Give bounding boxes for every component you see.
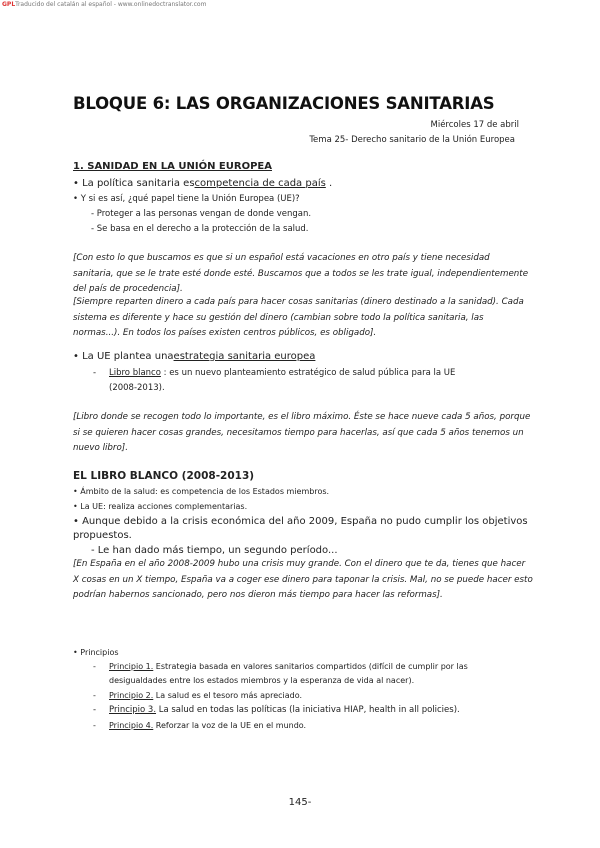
principio-1-cont: desigualdades entre los estados miembros y la esperanza de vida al nacer). [109,676,415,685]
bullet-ambito: • Ámbito de la salud: es competencia de los Estados miembros. [73,487,330,496]
principio-2-name: Principio 2. [109,691,154,700]
bullet-politica [73,178,332,189]
principio-3-text: La salud en todas las políticas (la iniciativa HIAP, health in all policies). [156,705,460,715]
bullet-crisis: • Aunque debido a la crisis económica del año 2009, España no pudo cumplir los objetivos [73,516,528,527]
dash: - [93,721,96,730]
dash-tiempo: - Le han dado más tiempo, un segundo período... [91,545,338,556]
principio-2 [109,691,302,700]
page-number: 145- [288,797,312,808]
bullet-text: • La UE plantea una [73,351,174,362]
principio-2-text: La salud es el tesoro más apreciado. [153,691,303,700]
estrategia-link: estrategia sanitaria europea [173,351,316,362]
libro-blanco-line [109,368,455,378]
note-crisis: [En España en el año 2008-2009 hubo una crisis muy grande. Con el dinero que te da, tienes que hacer X cosas en un X tiempo, España va a coger ese dinero para taponar la crisis. Mal, no se puede hacer esto podrían habernos sancionado, pero nos dieron más tiempo para hacer las reformas]. [73,559,533,600]
principio-1-text: Estrategia basada en valores sanitarios compartidos (difícil de cumplir por las [153,662,468,671]
dash: - [93,662,96,671]
principio-4 [109,721,306,730]
principio-4-name: Principio 4. [109,721,154,730]
libro-blanco-text: : es un nuevo planteamiento estratégico de salud pública para la UE [160,368,456,378]
principio-1 [109,662,468,671]
libro-blanco-years: (2008-2013). [109,383,165,393]
bullet-text: • La política sanitaria es [73,178,195,189]
dash-proteger: - Proteger a las personas vengan de donde vengan. [91,209,312,219]
dash: - [93,691,96,700]
note-libro: [Libro donde se recogen todo lo importante, es el libro máximo. Éste se hace nueve cada 5 años, porque si se quieren hacer cosas grandes, necesitamos tiempo para hacerlas, así que cada 5 años tenemos un nuevo libro]. [73,412,531,453]
principio-1-name: Principio 1. [109,662,154,671]
principios-label: • Principios [73,648,119,657]
section2-heading: EL LIBRO BLANCO (2008-2013) [73,470,255,482]
bullet-ue-acciones: • La UE: realiza acciones complementarias. [73,502,248,511]
section1-heading: 1. SANIDAD EN LA UNIÓN EUROPEA [73,161,272,172]
note-dinero: [Siempre reparten dinero a cada país para hacer cosas sanitarias (dinero destinado a la sanidad). Cada sistema es diferente y hace su gestión del dinero (cambian sobre todo la política sanitaria, las normas...). En todos los países existen centros públicos, es obligado]. [73,297,524,338]
principio-3-name: Principio 3. [109,705,157,715]
bullet-crisis-cont: propuestos. [73,530,132,541]
bullet-papel-ue: • Y si es así, ¿qué papel tiene la Unión Europea (UE)? [73,194,300,204]
dash-derecho: - Se basa en el derecho a la protección de la salud. [91,224,309,234]
date-line: Miércoles 17 de abril [430,120,519,130]
competencia-link: competencia de cada país [194,178,326,189]
bullet-end: . [325,178,333,189]
libro-blanco-link: Libro blanco [109,368,161,378]
bullet-estrategia [73,351,315,362]
note-vacaciones: [Con esto lo que buscamos es que si un español está vacaciones en otro país y tiene necesidad sanitaria, que se le trate esté donde esté. Buscamos que a todos se les trate igual, independientemente del país de procedencia]. [73,253,529,294]
dash: - [93,705,97,715]
principio-4-text: Reforzar la voz de la UE en el mundo. [153,721,307,730]
topic-line: Tema 25- Derecho sanitario de la Unión Europea [309,135,515,145]
dash: - [93,368,97,378]
translator-watermark [2,1,206,8]
translator-logo: GPL [2,1,16,8]
principio-3 [109,705,460,715]
page-title: BLOQUE 6: LAS ORGANIZACIONES SANITARIAS [73,94,495,113]
watermark-text: Traducido del catalán al español - www.onlinedoctranslator.com [15,1,207,8]
